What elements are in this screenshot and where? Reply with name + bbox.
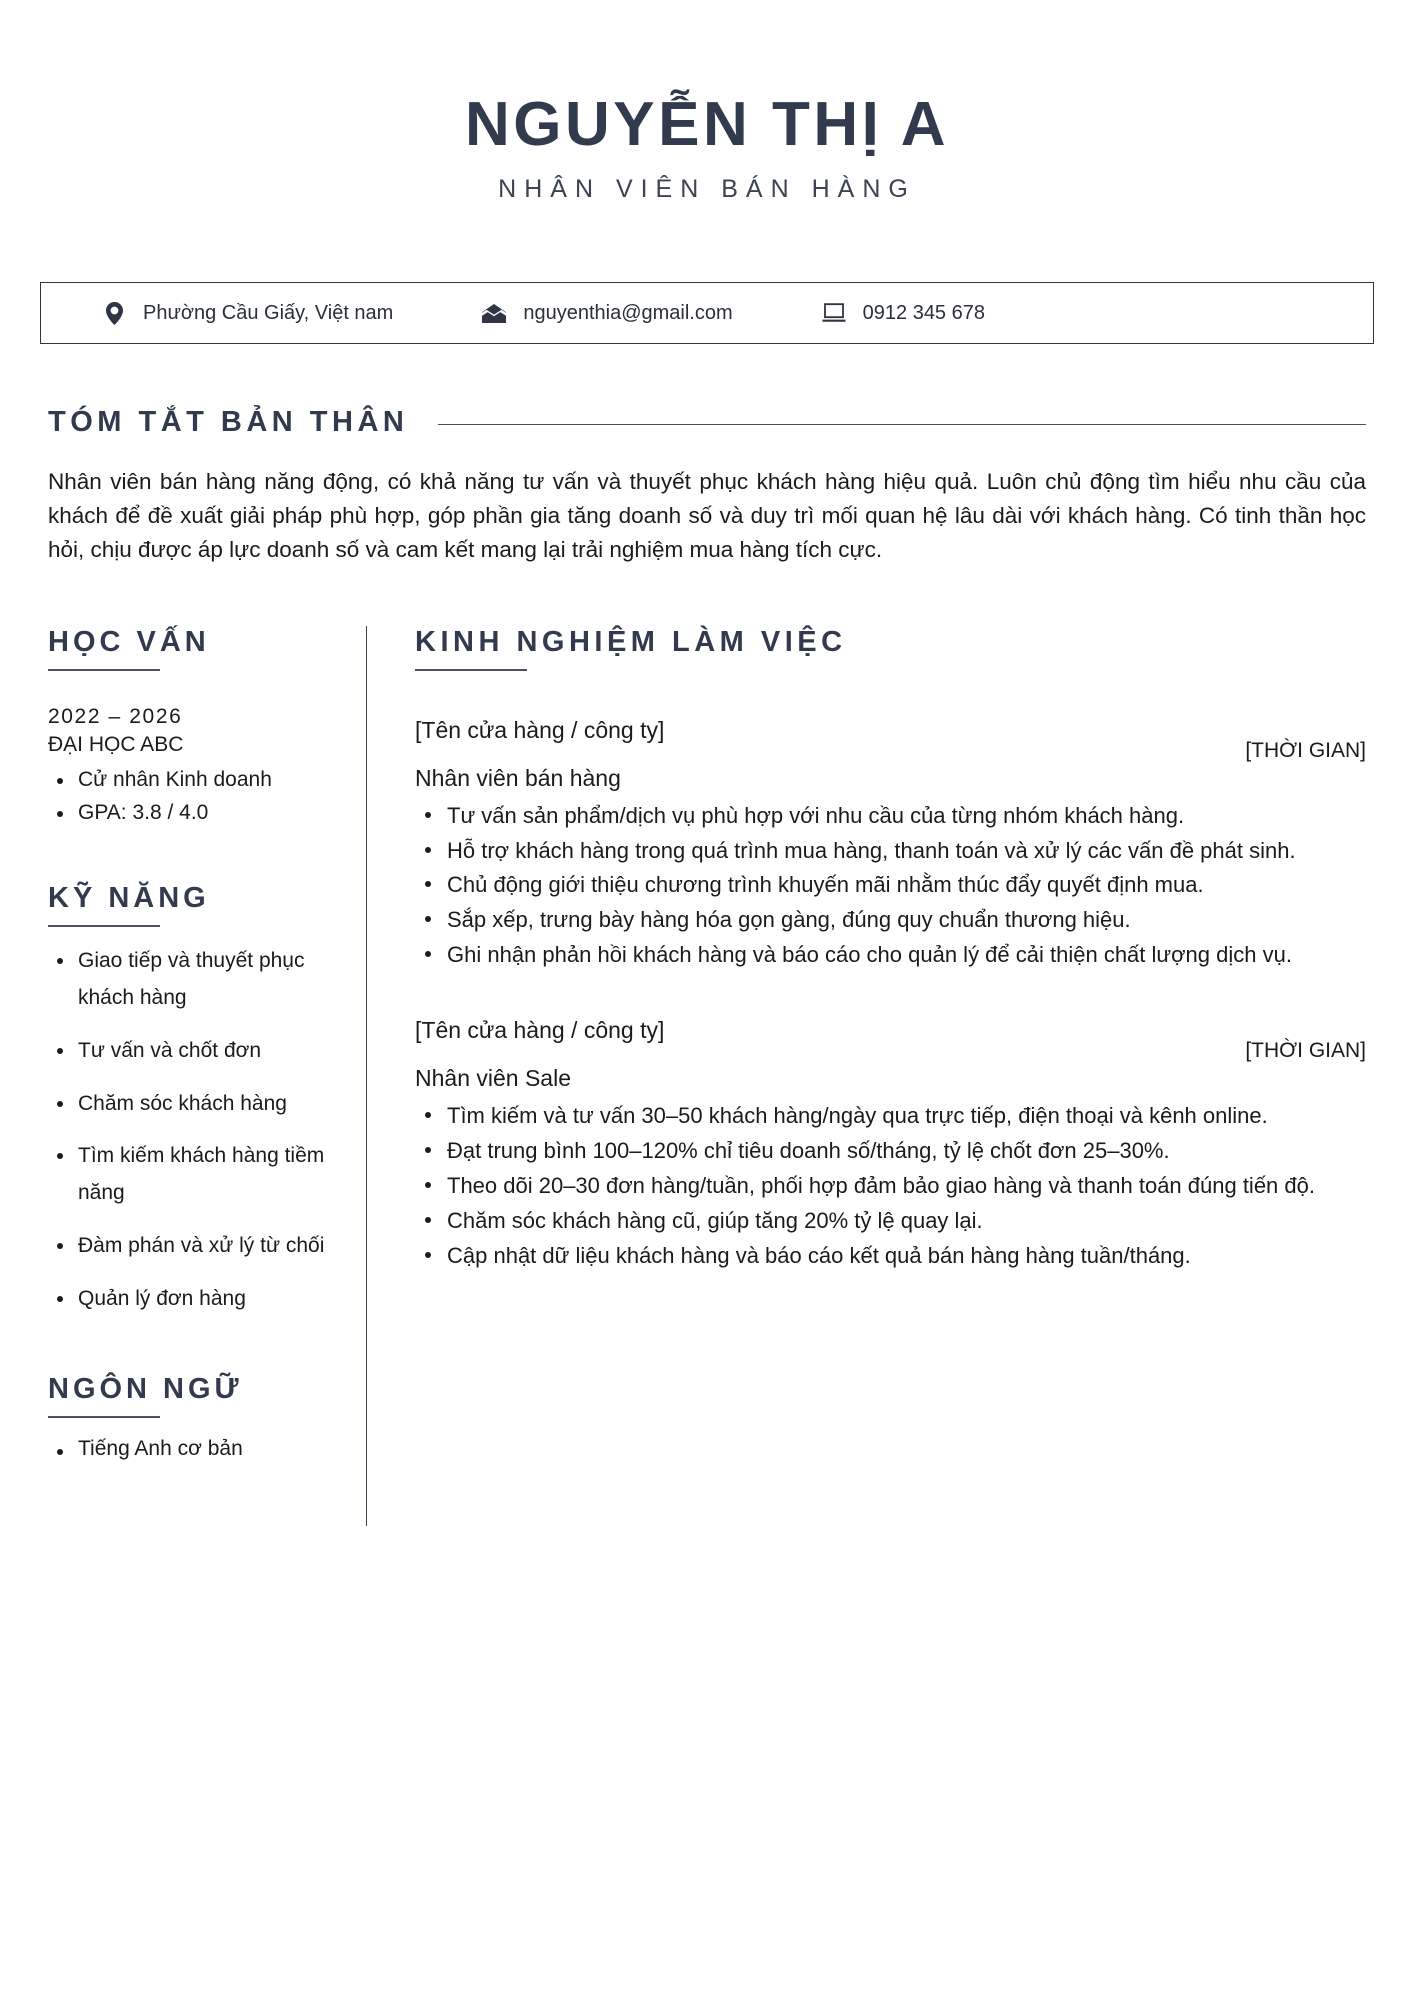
contact-email: [481, 302, 732, 325]
list-item: Ghi nhận phản hồi khách hàng và báo cáo cho quản lý để cải thiện chất lượng dịch vụ.: [415, 939, 1366, 971]
list-item: Tìm kiếm khách hàng tiềm năng: [48, 1138, 340, 1212]
list-item: Tư vấn sản phẩm/dịch vụ phù hợp với nhu cầu của từng nhóm khách hàng.: [415, 800, 1366, 832]
list-item: GPA: 3.8 / 4.0: [48, 800, 340, 827]
education-heading-rule: [48, 669, 160, 671]
envelope-icon: [481, 304, 507, 323]
right-column: [415, 626, 1366, 1526]
list-item: Đàm phán và xử lý từ chối: [48, 1228, 340, 1265]
experience-section: [415, 626, 1366, 1272]
list-item: Sắp xếp, trưng bày hàng hóa gọn gàng, đúng quy chuẩn thương hiệu.: [415, 904, 1366, 936]
list-item: Theo dõi 20–30 đơn hàng/tuần, phối hợp đảm bảo giao hàng và thanh toán đúng tiến độ.: [415, 1170, 1366, 1202]
languages-heading-rule: [48, 1416, 160, 1418]
list-item: Hỗ trợ khách hàng trong quá trình mua hàng, thanh toán và xử lý các vấn đề phát sinh.: [415, 835, 1366, 867]
list-item: Giao tiếp và thuyết phục khách hàng: [48, 943, 340, 1017]
experience-company: [Tên cửa hàng / công ty]: [415, 716, 665, 743]
languages-section: [48, 1373, 340, 1463]
experience-role: Nhân viên Sale: [415, 1065, 571, 1092]
summary-heading-rule: [438, 424, 1366, 425]
languages-heading: NGÔN NGỮ: [48, 1373, 243, 1406]
experience-company: [Tên cửa hàng / công ty]: [415, 1017, 665, 1044]
list-item: Quản lý đơn hàng: [48, 1281, 340, 1318]
list-item: Chủ động giới thiệu chương trình khuyến mãi nhằm thúc đẩy quyết định mua.: [415, 869, 1366, 901]
experience-item-header: [415, 1017, 1366, 1063]
list-item: Cử nhân Kinh doanh: [48, 767, 340, 794]
experience-bullets: [415, 1100, 1366, 1271]
body-columns: [48, 626, 1366, 1526]
contact-phone-text: 0912 345 678: [862, 301, 985, 324]
candidate-name: NGUYỄN THỊ A: [464, 90, 950, 159]
contact-email-text: nguyenthia@gmail.com: [523, 301, 733, 324]
languages-list: [48, 1436, 340, 1463]
contact-phone: [821, 302, 985, 325]
list-item: Tư vấn và chốt đơn: [48, 1033, 340, 1070]
monitor-icon: [821, 303, 847, 323]
contact-location: [101, 302, 393, 325]
experience-heading: KINH NGHIỆM LÀM VIỆC: [415, 625, 847, 658]
summary-text: Nhân viên bán hàng năng động, có khả năng tư vấn và thuyết phục khách hàng hiệu quả. Luôn chủ động tìm hiểu nhu cầu của khách để đề xuất giải pháp phù hợp, góp phần gia tăng doanh số và duy trì mối quan hệ lâu dài với khách hàng. Có tinh thần học hỏi, chịu được áp lực doanh số và cam kết mang lại trải nghiệm mua hàng tích cực.: [48, 469, 1366, 563]
summary-heading: TÓM TẮT BẢN THÂN: [48, 406, 409, 439]
list-item: Đạt trung bình 100–120% chỉ tiêu doanh số/tháng, tỷ lệ chốt đơn 25–30%.: [415, 1135, 1366, 1167]
map-pin-icon: [101, 302, 127, 325]
skills-list: [48, 943, 340, 1317]
contact-location-text: Phường Cầu Giấy, Việt nam: [143, 301, 394, 324]
contact-bar: [40, 282, 1374, 344]
experience-role: Nhân viên bán hàng: [415, 764, 621, 791]
skills-heading-rule: [48, 925, 160, 927]
list-item: Tiếng Anh cơ bản: [48, 1436, 340, 1463]
list-item: Cập nhật dữ liệu khách hàng và báo cáo kết quả bán hàng hàng tuần/tháng.: [415, 1240, 1366, 1272]
experience-item-header: [415, 716, 1366, 762]
education-heading: HỌC VẤN: [48, 625, 210, 658]
resume-header: [48, 0, 1366, 204]
candidate-job-title: NHÂN VIÊN BÁN HÀNG: [498, 175, 916, 204]
experience-item: [415, 717, 1366, 971]
education-section: [48, 626, 340, 827]
list-item: Chăm sóc khách hàng: [48, 1086, 340, 1123]
experience-bullets: [415, 800, 1366, 971]
skills-heading: KỸ NĂNG: [48, 882, 210, 915]
education-list: [48, 767, 340, 827]
education-dates: 2022 – 2026: [48, 704, 183, 728]
experience-item: [415, 1017, 1366, 1271]
summary-heading-row: [48, 406, 1366, 439]
experience-period: [THỜI GIAN]: [1245, 1039, 1366, 1063]
skills-section: [48, 882, 340, 1317]
experience-period: [THỜI GIAN]: [1245, 738, 1366, 762]
column-divider: [366, 626, 367, 1526]
summary-section: [48, 406, 1366, 568]
education-school: ĐẠI HỌC ABC: [48, 732, 184, 756]
left-column: [48, 626, 366, 1526]
experience-heading-rule: [415, 669, 527, 671]
list-item: Chăm sóc khách hàng cũ, giúp tăng 20% tỷ lệ quay lại.: [415, 1205, 1366, 1237]
list-item: Tìm kiếm và tư vấn 30–50 khách hàng/ngày qua trực tiếp, điện thoại và kênh online.: [415, 1100, 1366, 1132]
